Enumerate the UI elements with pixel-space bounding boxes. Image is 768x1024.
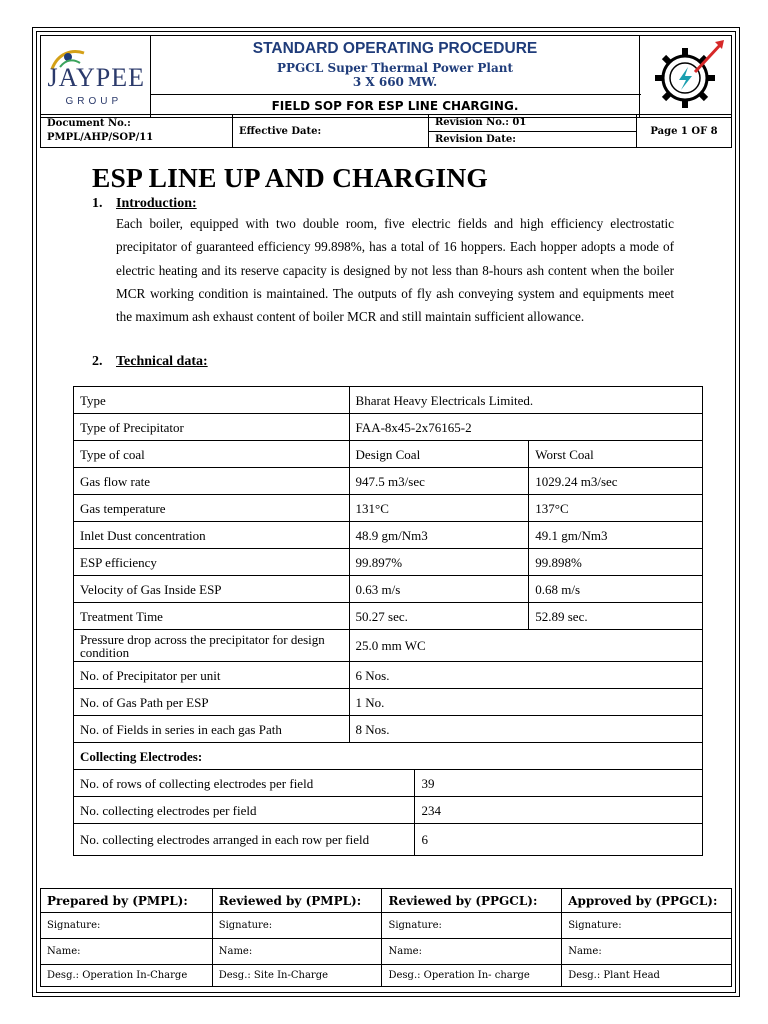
signature-desg-cell: Desg.: Site In-Charge [212,965,382,987]
worst-value-cell: 99.898% [529,549,703,576]
signature-name-cell: Name: [41,939,213,965]
introduction-heading [92,196,197,212]
table-row [74,689,703,716]
design-value-cell: 131°C [349,495,529,522]
section-number: 2. [92,354,103,369]
table-row [74,797,703,824]
value-cell: 1 No. [349,689,702,716]
revision-no-cell: Revision No.: 01 [429,115,637,132]
signature-name-cell: Name: [212,939,382,965]
design-value-cell: 99.897% [349,549,529,576]
section-label: Introduction: [116,196,197,211]
signature-head-cell: Approved by (PPGCL): [562,889,732,913]
technical-heading [92,354,208,370]
parameter-cell: Pressure drop across the precipitator for design condition [74,630,350,662]
table-row [74,414,703,441]
value-cell: 8 Nos. [349,716,702,743]
power-emblem-icon [645,36,727,112]
title-cell [151,36,640,95]
parameter-cell: Type of Precipitator [74,414,350,441]
logo-text: JAYPEE [47,62,146,92]
signature-head-cell: Reviewed by (PMPL): [212,889,382,913]
table-row [74,576,703,603]
parameter-cell: No. of Gas Path per ESP [74,689,350,716]
parameter-cell: Velocity of Gas Inside ESP [74,576,350,603]
signature-desg-cell: Desg.: Plant Head [562,965,732,987]
signature-name-cell: Name: [562,939,732,965]
document-no-value: PMPL/AHP/SOP/11 [47,132,154,143]
worst-value-cell: Worst Coal [529,441,703,468]
signature-signature-cell: Signature: [382,913,562,939]
design-value-cell: 947.5 m3/sec [349,468,529,495]
design-value-cell: 50.27 sec. [349,603,529,630]
value-cell: FAA-8x45-2x76165-2 [349,414,702,441]
parameter-cell: No. of Fields in series in each gas Path [74,716,350,743]
parameter-cell: Gas temperature [74,495,350,522]
worst-value-cell: 1029.24 m3/sec [529,468,703,495]
parameter-cell: Type of coal [74,441,350,468]
table-row [74,630,703,662]
signature-signature-cell: Signature: [212,913,382,939]
introduction-text: Each boiler, equipped with two double room, five electric fields and high efficiency electrostatic precipitator of guaranteed efficiency 99.898%, has a total of 16 hoppers. Each hopper adopts a mode of electric heating and its reserve capacity is designed by not less than 8-hours ash content when the boiler MCR working condition is maintained. The outputs of fly ash conveying system and equipments meet the maximum ash exhaust content of boiler MCR and still maintain sufficient allowance. [116,216,674,325]
sop-title-cell: FIELD SOP FOR ESP LINE CHARGING. [151,94,640,117]
section-label: Technical data: [116,354,208,369]
page-number-cell: Page 1 OF 8 [637,115,732,148]
signature-row-head [41,889,732,913]
value-cell: 25.0 mm WC [349,630,702,662]
meta-table [40,114,732,148]
table-row [74,603,703,630]
parameter-cell: No. collecting electrodes per field [74,797,415,824]
document-title: ESP LINE UP AND CHARGING [92,162,488,193]
technical-data-table [73,386,703,856]
signature-signature-cell: Signature: [41,913,213,939]
parameter-cell: Treatment Time [74,603,350,630]
design-value-cell: Design Coal [349,441,529,468]
value-cell: 234 [415,797,703,824]
document-no-label: Document No.: [47,118,131,129]
signature-head-cell: Reviewed by (PPGCL): [382,889,562,913]
table-row [74,495,703,522]
table-row [74,743,703,770]
parameter-cell: Type [74,387,350,414]
parameter-cell: Gas flow rate [74,468,350,495]
table-row [74,387,703,414]
design-value-cell: 48.9 gm/Nm3 [349,522,529,549]
plant-name: PPGCL Super Thermal Power Plant [277,61,513,76]
table-row [74,770,703,797]
table-row [74,716,703,743]
parameter-cell: No. of Precipitator per unit [74,662,350,689]
section-number: 1. [92,196,103,211]
signature-signature-cell: Signature: [562,913,732,939]
signature-row-name [41,939,732,965]
logo-cell [41,36,151,118]
emblem-cell [640,36,732,118]
table-row [74,522,703,549]
table-row [74,468,703,495]
table-row [74,824,703,856]
signature-head-cell: Prepared by (PMPL): [41,889,213,913]
design-value-cell: 0.63 m/s [349,576,529,603]
parameter-cell: ESP efficiency [74,549,350,576]
collecting-electrodes-heading: Collecting Electrodes: [74,743,703,770]
signature-name-cell: Name: [382,939,562,965]
signature-row-signature [41,913,732,939]
signature-table [40,888,732,987]
effective-date-cell: Effective Date: [233,115,429,148]
signature-desg-cell: Desg.: Operation In-Charge [41,965,213,987]
table-row [74,441,703,468]
signature-row-desg [41,965,732,987]
table-row [74,549,703,576]
header-table [40,35,732,118]
document-no-cell [41,115,233,148]
logo-subtext: GROUP [65,95,123,107]
value-cell: 6 [415,824,703,856]
plant-capacity: 3 X 660 MW. [352,75,438,90]
signature-desg-cell: Desg.: Operation In- charge [382,965,562,987]
worst-value-cell: 52.89 sec. [529,603,703,630]
sop-heading: STANDARD OPERATING PROCEDURE [252,40,538,58]
jaypee-logo [46,41,146,113]
parameter-cell: Inlet Dust concentration [74,522,350,549]
revision-date-cell: Revision Date: [429,131,637,148]
value-cell: Bharat Heavy Electricals Limited. [349,387,702,414]
table-row [74,662,703,689]
value-cell: 39 [415,770,703,797]
parameter-cell: No. of rows of collecting electrodes per field [74,770,415,797]
worst-value-cell: 137°C [529,495,703,522]
value-cell: 6 Nos. [349,662,702,689]
worst-value-cell: 0.68 m/s [529,576,703,603]
worst-value-cell: 49.1 gm/Nm3 [529,522,703,549]
parameter-cell: No. collecting electrodes arranged in each row per field [74,824,415,856]
